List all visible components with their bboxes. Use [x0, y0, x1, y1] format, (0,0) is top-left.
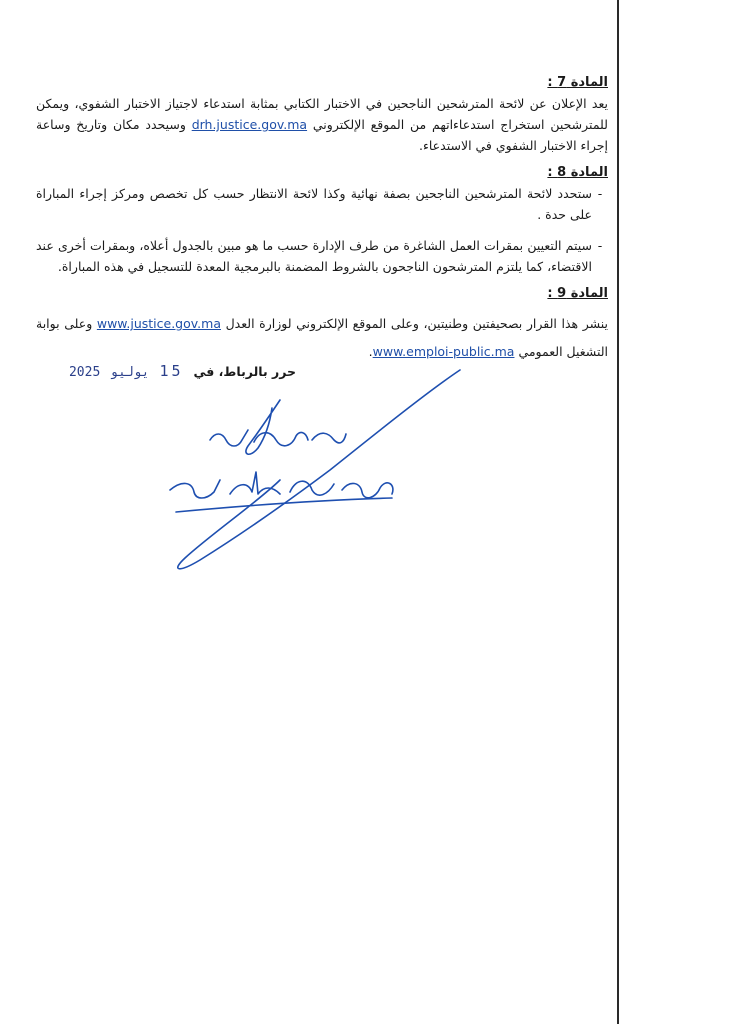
signature-name-stroke — [170, 472, 393, 498]
date-year-stamp: 2025 — [68, 365, 101, 380]
article-7-text-part1: يعد الإعلان عن لائحة المترشحين الناجحين في الاختبار الكتابي بمثابة استدعاء لاجتياز الاختبار الشفوي، ويمكن للمترشحين استخراج استدعاءاتهم من الموقع الإلكتروني — [36, 96, 608, 132]
article-8-bullet-2-text: سيتم التعيين بمقرات العمل الشاغرة من طرف الإدارة حسب ما هو مبين بالجدول أعلاه، وبمقرات أخرى عند الاقتضاء، كما يلتزم المترشحون الناجحون بالشروط المضمنة بالبرمجية المعدة للتسجيل في هذه المباراة. — [36, 238, 592, 274]
justice-website-link[interactable]: www.justice.gov.ma — [96, 316, 221, 331]
drh-website-link[interactable]: drh.justice.gov.ma — [191, 117, 308, 132]
article-9-text-part1: ينشر هذا القرار بصحيفتين وطنيتين، وعلى الموقع الإلكتروني لوزارة العدل — [221, 316, 609, 331]
article-7-heading: المادة 7 : — [547, 75, 608, 90]
article-8-bullet-2 — [36, 235, 608, 277]
article-9-heading: المادة 9 : — [547, 286, 608, 301]
signature-title-stroke — [210, 430, 346, 446]
signature-loop-stroke — [246, 400, 280, 454]
dateline-place: حرر بالرباط، في — [193, 364, 296, 379]
page-margin-rule — [617, 0, 619, 1024]
article-8-heading: المادة 8 : — [547, 165, 608, 180]
signature-flourish-stroke — [178, 370, 460, 569]
date-day-stamp: 15 — [159, 362, 184, 380]
bullet-dash: - — [597, 186, 603, 201]
signature-underline-stroke — [176, 498, 392, 512]
bullet-dash: - — [597, 238, 603, 253]
article-9-text-end: . — [368, 344, 373, 359]
signature-stamp — [130, 360, 470, 580]
article-9-text — [36, 310, 608, 366]
date-month-stamp: يوليو — [110, 365, 150, 380]
document-body — [36, 72, 608, 366]
article-7-text — [36, 93, 608, 156]
article-8-bullet-1 — [36, 183, 608, 225]
article-8-bullet-1-text: ستحدد لائحة المترشحين الناجحين بصفة نهائية وكذا لائحة الانتظار حسب كل تخصص ومركز إجراء المباراة على حدة . — [36, 186, 592, 222]
emploi-public-link[interactable]: www.emploi-public.ma — [372, 344, 515, 359]
article-9-text-part2: وعلى بوابة التشغيل العمومي — [36, 316, 608, 359]
article-7-text-part2: وسيحدد مكان وتاريخ وساعة إجراء الاختبار الشفوي في الاستدعاء. — [36, 117, 608, 153]
